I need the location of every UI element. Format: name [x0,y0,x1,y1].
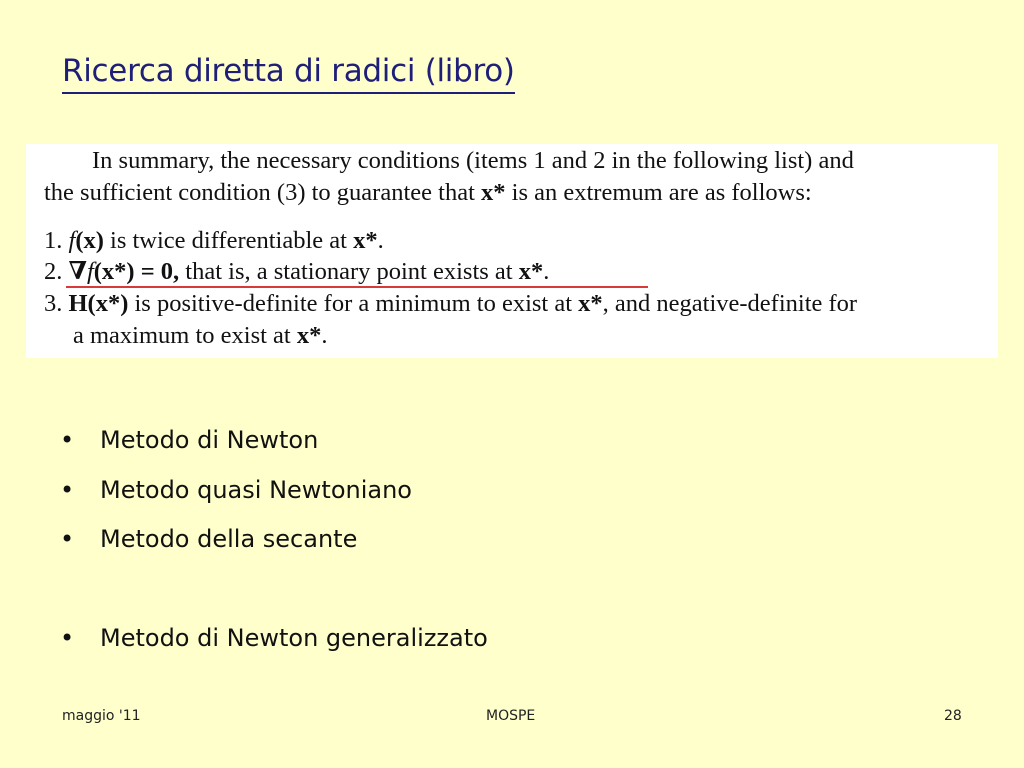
variable-x-star: x* [578,290,603,317]
footer-course: MOSPE [486,708,536,724]
excerpt-line-2 [44,178,812,208]
item-text: is twice differentiable at [103,227,354,254]
item-number: 2. [44,258,69,285]
function-f: f [86,258,94,285]
slide-title: Ricerca diretta di radici (libro) [62,50,515,94]
variable-x-star: x* [518,258,544,285]
condition-item-3-continued [73,321,328,351]
list-item [60,519,357,559]
hessian-expression: H(x*) [68,290,129,317]
list-item [60,420,318,460]
item-text: that is, a stationary point exists at [179,258,519,285]
excerpt-line-1: In summary, the necessary conditions (items 1 and 2 in the following list) and [92,147,854,174]
footer-date: maggio '11 [62,708,141,724]
item-text: . [543,258,550,285]
variable-x-star: x* [296,322,322,349]
list-item-label: Metodo di Newton [100,426,319,454]
item-text: is positive-definite for a minimum to exist at [128,290,579,317]
book-excerpt [26,144,998,358]
function-argument: (x) [75,227,104,254]
condition-item-2 [44,257,549,287]
bullet-icon: • [60,525,75,553]
bullet-icon: • [60,426,75,454]
bullet-icon: • [60,476,75,504]
variable-x-star: x* [481,179,506,206]
gradient-symbol: ∇ [68,258,87,285]
variable-x-star: x* [353,227,378,254]
stationary-expression: (x*) = 0, [93,258,180,285]
function-f: f [68,227,76,254]
red-underline-annotation [66,286,648,288]
item-text: , and negative-definite for [602,290,858,317]
list-item-label: Metodo della secante [100,525,358,553]
footer-page-number: 28 [944,708,962,724]
condition-item-3 [44,289,857,319]
item-text: a maximum to exist at [73,322,297,349]
list-item [60,470,412,510]
excerpt-text: the sufficient condition (3) to guarantee that [44,179,482,206]
excerpt-text: is an extremum are as follows: [505,179,812,206]
list-item-label: Metodo di Newton generalizzato [100,624,488,652]
bullet-icon: • [60,624,75,652]
item-number: 1. [44,227,69,254]
list-item [60,618,488,658]
item-text: . [377,227,384,254]
list-item-label: Metodo quasi Newtoniano [100,476,412,504]
item-text: . [321,322,328,349]
item-number: 3. [44,290,69,317]
condition-item-1 [44,226,384,256]
